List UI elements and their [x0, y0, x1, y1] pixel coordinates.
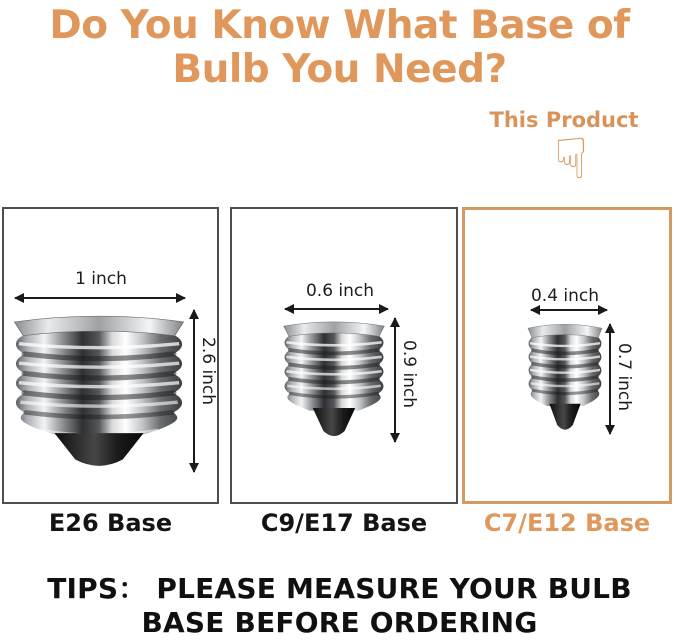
- base-panel-e26: [2, 207, 219, 504]
- height-dimension-label: 2.6 inch: [198, 337, 218, 406]
- base-name-label-c9-e17: C9/E17 Base: [260, 509, 428, 537]
- width-arrow: [15, 297, 185, 299]
- height-arrow: [193, 310, 195, 472]
- tips-text: [0, 572, 679, 640]
- page-title-line-2: Bulb You Need?: [172, 47, 507, 93]
- bulb-base-graphic-c9-e17: [281, 315, 387, 443]
- width-arrow: [531, 309, 607, 311]
- tips-line-1: TIPS： PLEASE MEASURE YOUR BULB: [47, 572, 632, 605]
- width-dimension-label: 1 inch: [75, 269, 127, 289]
- this-product-label: This Product: [489, 108, 639, 132]
- hand-pointing-down-icon: ☟: [553, 127, 589, 192]
- this-product-callout: [455, 108, 673, 192]
- base-name-label-c7-e12: C7/E12 Base: [483, 509, 651, 537]
- tips-line-2: BASE BEFORE ORDERING: [141, 606, 538, 640]
- width-arrow: [285, 308, 388, 310]
- height-dimension-label: 0.7 inch: [614, 343, 634, 412]
- page-title-line-1: Do You Know What Base of: [49, 3, 630, 48]
- bulb-base-graphic-e26: [10, 307, 188, 479]
- height-dimension-label: 0.9 inch: [399, 340, 419, 409]
- height-arrow: [609, 324, 611, 434]
- width-dimension-label: 0.4 inch: [530, 286, 600, 306]
- base-name-label-e26: E26 Base: [48, 509, 173, 537]
- bulb-base-graphic-c7-e12: [526, 318, 604, 436]
- width-dimension-label: 0.6 inch: [305, 281, 375, 301]
- page-title: [0, 4, 679, 92]
- base-panel-c9-e17: [230, 207, 458, 504]
- base-panel-c7-e12: [462, 207, 672, 504]
- height-arrow: [394, 318, 396, 442]
